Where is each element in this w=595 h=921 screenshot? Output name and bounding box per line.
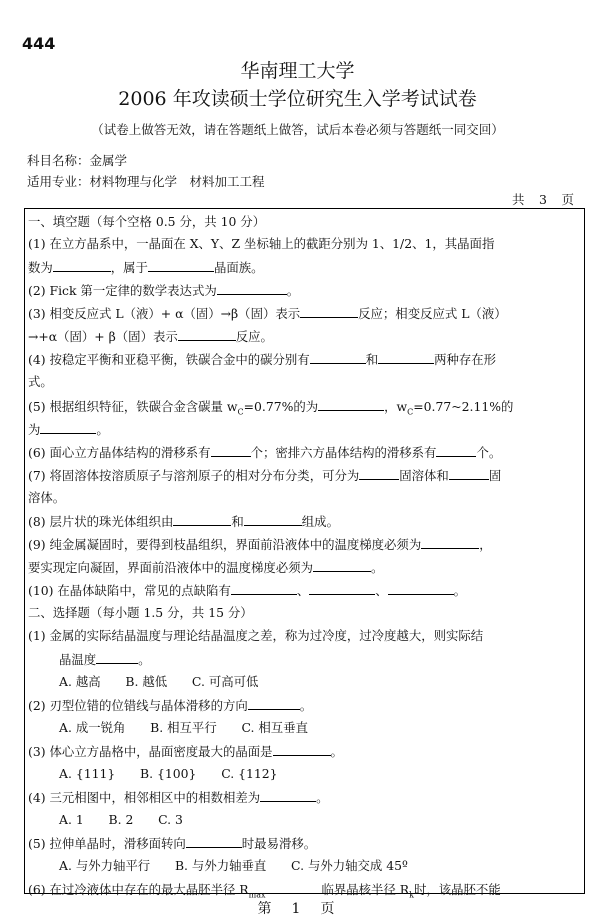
- question-line: (8) 层片状的珠光体组织由 和 组成。: [28, 514, 339, 529]
- answer-blank: [53, 259, 111, 272]
- question-line: (3) 体心立方晶格中，晶面密度最大的晶面是 。: [28, 744, 343, 759]
- question-line: 溶体。: [28, 490, 66, 505]
- question-line: 为 。: [28, 422, 109, 437]
- university-name: 华南理工大学: [240, 60, 355, 82]
- answer-blank: [244, 513, 302, 526]
- exam-code: 444: [22, 34, 56, 53]
- answer-blank: [248, 697, 300, 710]
- answer-blank: [173, 513, 231, 526]
- question-line: (6) 面心立方晶体结构的滑移系有 个；密排六方晶体结构的滑移系有 个。: [28, 445, 502, 460]
- question-line: 数为 ，属于 晶面族。: [28, 260, 264, 275]
- page-total: 共 3 页: [512, 192, 575, 207]
- question-line: (2) Fick 第一定律的数学表达式为 。: [28, 283, 300, 298]
- section-heading: 二、选择题（每小题 1.5 分，共 15 分）: [28, 605, 253, 620]
- option-line: A. 成一锐角 B. 相互平行 C. 相互垂直: [59, 720, 308, 735]
- question-line: 要实现定向凝固，界面前沿液体中的温度梯度必须为 。: [28, 560, 384, 575]
- question-line: (9) 纯金属凝固时，要得到枝晶组织，界面前沿液体中的温度梯度必须为 ，: [28, 537, 492, 552]
- question-line: (3) 相变反应式 L（液）+ α（固）→β（固）表示 反应；相变反应式 L（液）: [28, 306, 507, 321]
- question-line: (2) 刃型位错的位错线与晶体滑移的方向 。: [28, 698, 313, 713]
- instruction-note: （试卷上做答无效，请在答题纸上做答，试后本卷必须与答题纸一同交回）: [91, 122, 504, 137]
- answer-blank: [300, 305, 358, 318]
- answer-blank: [260, 789, 316, 802]
- question-line: (7) 将固溶体按溶质原子与溶剂原子的相对分布分类，可分为 固溶体和 固: [28, 468, 502, 483]
- question-line: 晶温度 。: [59, 652, 151, 667]
- answer-blank: [359, 467, 399, 480]
- question-line: (6) 在过冷液体中存在的最大晶胚半径 $R_{max}$ 临界晶核半径 $R_k$时，该晶胚不能: [28, 882, 501, 900]
- question-line: 式。: [28, 374, 53, 389]
- question-line: (4) 三元相图中，相邻相区中的相数相差为 。: [28, 790, 329, 805]
- answer-blank: [421, 536, 479, 549]
- answer-blank: [266, 881, 322, 894]
- answer-blank: [310, 351, 366, 364]
- answer-blank: [273, 743, 331, 756]
- applicable-majors: 适用专业：材料物理与化学 材料加工工程: [27, 174, 265, 189]
- answer-blank: [231, 582, 297, 595]
- subject-name: 科目名称：金属学: [27, 153, 128, 168]
- answer-blank: [96, 651, 138, 664]
- question-box: [24, 208, 585, 900]
- exam-title: 2006 年攻读硕士学位研究生入学考试试卷: [118, 88, 477, 110]
- question-line: (5) 拉伸单晶时，滑移面转向 时最易滑移。: [28, 836, 317, 851]
- option-line: A. 越高 B. 越低 C. 可高可低: [59, 674, 259, 689]
- answer-blank: [318, 398, 384, 411]
- question-line: (1) 金属的实际结晶温度与理论结晶温度之差，称为过冷度，过冷度越大，则实际结: [28, 628, 484, 643]
- answer-blank: [211, 444, 251, 457]
- answer-blank: [40, 421, 96, 434]
- answer-blank: [186, 835, 242, 848]
- question-line: (5) 根据组织特征，铁碳合金含碳量 $w_C=0.77\%$的为 ，$w_C=0.77\sim 2.11\%$的: [28, 399, 514, 417]
- question-line: (1) 在立方晶系中，一晶面在 X、Y、Z 坐标轴上的截距分别为 1、1/2、1，其晶面指: [28, 236, 495, 251]
- question-line: (4) 按稳定平衡和亚稳平衡，铁碳合金中的碳分别有 和 两种存在形: [28, 352, 497, 367]
- section-heading: 一、填空题（每个空格 0.5 分，共 10 分）: [28, 214, 266, 229]
- option-line: A. 1 B. 2 C. 3: [59, 812, 183, 827]
- page-footer: 第 1 页: [257, 901, 338, 917]
- question-line: →+α（固）+ β（固）表示 反应。: [28, 329, 273, 344]
- answer-blank: [313, 559, 371, 572]
- answer-blank: [449, 467, 489, 480]
- answer-blank: [217, 282, 287, 295]
- answer-blank: [378, 351, 434, 364]
- option-line: A. 与外力轴平行 B. 与外力轴垂直 C. 与外力轴交成 45º: [59, 858, 408, 873]
- answer-blank: [309, 582, 375, 595]
- option-line: A. {111} B. {100} C. {112}: [59, 766, 278, 781]
- answer-blank: [178, 328, 236, 341]
- answer-blank: [436, 444, 476, 457]
- answer-blank: [388, 582, 454, 595]
- question-line: (10) 在晶体缺陷中，常见的点缺陷有 、 、 。: [28, 583, 467, 598]
- answer-blank: [148, 259, 214, 272]
